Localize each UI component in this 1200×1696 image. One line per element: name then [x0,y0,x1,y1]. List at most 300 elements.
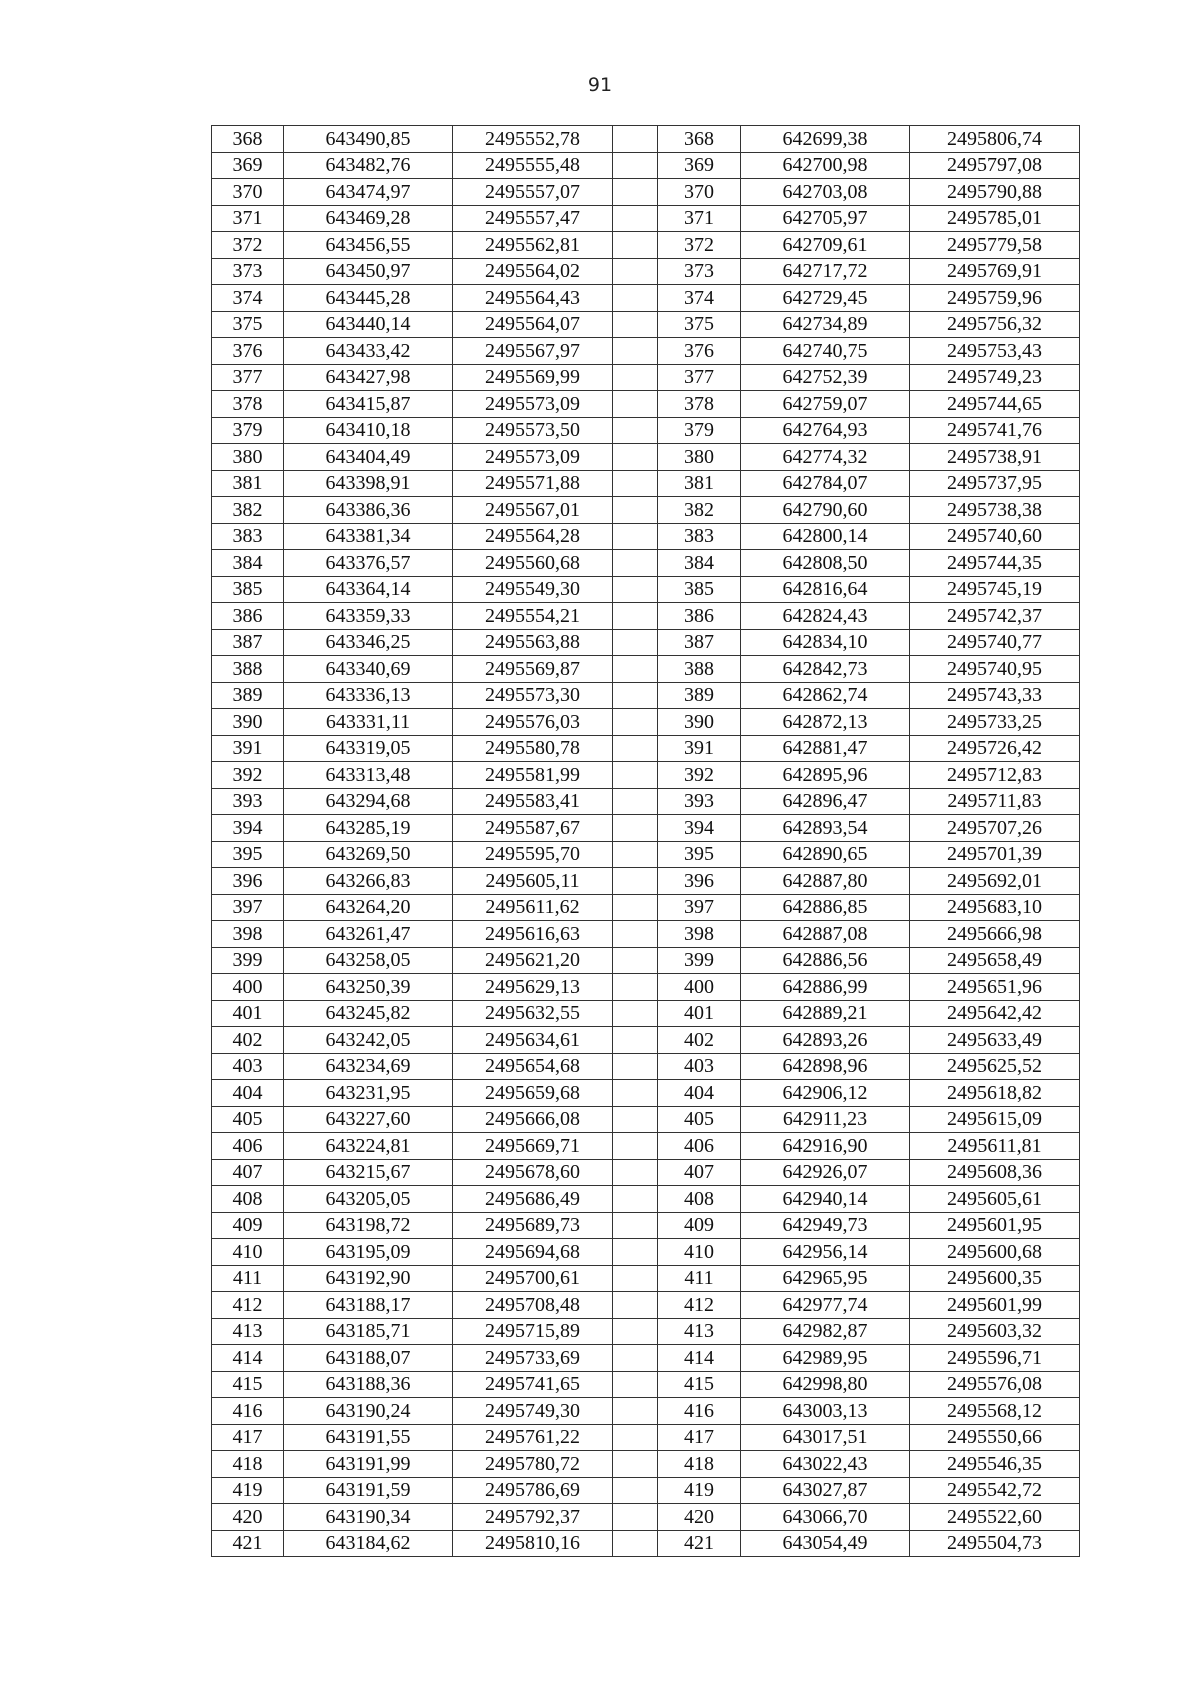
y-coordinate-cell: 2495555,48 [453,152,613,179]
empty-separator-cell [613,550,658,577]
x-coordinate-cell: 643017,51 [741,1424,910,1451]
point-number-cell: 410 [212,1239,284,1266]
point-number-cell: 389 [658,682,741,709]
x-coordinate-cell: 643359,33 [284,603,453,630]
y-coordinate-cell: 2495737,95 [910,470,1080,497]
y-coordinate-cell: 2495740,60 [910,523,1080,550]
y-coordinate-cell: 2495601,95 [910,1212,1080,1239]
table-row [212,788,1080,815]
table-row [212,444,1080,471]
table-row [212,1159,1080,1186]
x-coordinate-cell: 642834,10 [741,629,910,656]
point-number-cell: 397 [212,894,284,921]
empty-separator-cell [613,735,658,762]
coordinates-table-body [212,126,1080,1557]
empty-separator-cell [613,285,658,312]
point-number-cell: 415 [658,1371,741,1398]
x-coordinate-cell: 643231,95 [284,1080,453,1107]
point-number-cell: 405 [212,1106,284,1133]
empty-separator-cell [613,815,658,842]
point-number-cell: 408 [212,1186,284,1213]
table-row [212,656,1080,683]
y-coordinate-cell: 2495651,96 [910,974,1080,1001]
point-number-cell: 414 [212,1345,284,1372]
point-number-cell: 404 [212,1080,284,1107]
empty-separator-cell [613,1424,658,1451]
empty-separator-cell [613,921,658,948]
point-number-cell: 416 [658,1398,741,1425]
point-number-cell: 386 [212,603,284,630]
x-coordinate-cell: 643381,34 [284,523,453,550]
y-coordinate-cell: 2495749,30 [453,1398,613,1425]
empty-separator-cell [613,444,658,471]
point-number-cell: 374 [658,285,741,312]
x-coordinate-cell: 642916,90 [741,1133,910,1160]
table-row [212,179,1080,206]
y-coordinate-cell: 2495568,12 [910,1398,1080,1425]
point-number-cell: 419 [658,1477,741,1504]
empty-separator-cell [613,152,658,179]
y-coordinate-cell: 2495708,48 [453,1292,613,1319]
y-coordinate-cell: 2495542,72 [910,1477,1080,1504]
empty-separator-cell [613,1504,658,1531]
y-coordinate-cell: 2495666,98 [910,921,1080,948]
point-number-cell: 383 [658,523,741,550]
y-coordinate-cell: 2495550,66 [910,1424,1080,1451]
table-row [212,364,1080,391]
x-coordinate-cell: 642842,73 [741,656,910,683]
x-coordinate-cell: 642886,56 [741,947,910,974]
x-coordinate-cell: 642886,85 [741,894,910,921]
point-number-cell: 379 [212,417,284,444]
table-row [212,1451,1080,1478]
x-coordinate-cell: 642774,32 [741,444,910,471]
point-number-cell: 392 [658,762,741,789]
x-coordinate-cell: 643482,76 [284,152,453,179]
x-coordinate-cell: 642893,54 [741,815,910,842]
x-coordinate-cell: 642886,99 [741,974,910,1001]
x-coordinate-cell: 643215,67 [284,1159,453,1186]
y-coordinate-cell: 2495740,77 [910,629,1080,656]
x-coordinate-cell: 643198,72 [284,1212,453,1239]
x-coordinate-cell: 643294,68 [284,788,453,815]
y-coordinate-cell: 2495654,68 [453,1053,613,1080]
table-row [212,1239,1080,1266]
empty-separator-cell [613,788,658,815]
point-number-cell: 382 [212,497,284,524]
table-row [212,417,1080,444]
point-number-cell: 395 [658,841,741,868]
table-row [212,470,1080,497]
point-number-cell: 374 [212,285,284,312]
point-number-cell: 375 [212,311,284,338]
empty-separator-cell [613,629,658,656]
point-number-cell: 390 [212,709,284,736]
table-row [212,497,1080,524]
point-number-cell: 412 [658,1292,741,1319]
table-row [212,762,1080,789]
y-coordinate-cell: 2495576,08 [910,1371,1080,1398]
y-coordinate-cell: 2495744,35 [910,550,1080,577]
point-number-cell: 395 [212,841,284,868]
point-number-cell: 408 [658,1186,741,1213]
point-number-cell: 418 [658,1451,741,1478]
table-row [212,1292,1080,1319]
y-coordinate-cell: 2495616,63 [453,921,613,948]
y-coordinate-cell: 2495659,68 [453,1080,613,1107]
empty-separator-cell [613,258,658,285]
x-coordinate-cell: 642982,87 [741,1318,910,1345]
x-coordinate-cell: 643386,36 [284,497,453,524]
point-number-cell: 380 [658,444,741,471]
x-coordinate-cell: 642989,95 [741,1345,910,1372]
x-coordinate-cell: 643264,20 [284,894,453,921]
point-number-cell: 377 [658,364,741,391]
point-number-cell: 417 [212,1424,284,1451]
y-coordinate-cell: 2495642,42 [910,1000,1080,1027]
y-coordinate-cell: 2495625,52 [910,1053,1080,1080]
x-coordinate-cell: 643185,71 [284,1318,453,1345]
x-coordinate-cell: 643195,09 [284,1239,453,1266]
empty-separator-cell [613,1239,658,1266]
y-coordinate-cell: 2495546,35 [910,1451,1080,1478]
y-coordinate-cell: 2495634,61 [453,1027,613,1054]
x-coordinate-cell: 643261,47 [284,921,453,948]
y-coordinate-cell: 2495587,67 [453,815,613,842]
table-row [212,1027,1080,1054]
y-coordinate-cell: 2495810,16 [453,1530,613,1557]
x-coordinate-cell: 643191,59 [284,1477,453,1504]
table-row [212,603,1080,630]
y-coordinate-cell: 2495726,42 [910,735,1080,762]
table-row [212,735,1080,762]
y-coordinate-cell: 2495615,09 [910,1106,1080,1133]
point-number-cell: 377 [212,364,284,391]
x-coordinate-cell: 643242,05 [284,1027,453,1054]
table-row [212,974,1080,1001]
empty-separator-cell [613,1371,658,1398]
point-number-cell: 420 [658,1504,741,1531]
x-coordinate-cell: 642887,80 [741,868,910,895]
x-coordinate-cell: 642949,73 [741,1212,910,1239]
y-coordinate-cell: 2495618,82 [910,1080,1080,1107]
x-coordinate-cell: 643319,05 [284,735,453,762]
point-number-cell: 391 [658,735,741,762]
y-coordinate-cell: 2495549,30 [453,576,613,603]
x-coordinate-cell: 643190,24 [284,1398,453,1425]
y-coordinate-cell: 2495504,73 [910,1530,1080,1557]
y-coordinate-cell: 2495576,03 [453,709,613,736]
point-number-cell: 385 [658,576,741,603]
point-number-cell: 378 [212,391,284,418]
point-number-cell: 409 [212,1212,284,1239]
coordinates-table [211,125,1080,1557]
empty-separator-cell [613,656,658,683]
y-coordinate-cell: 2495571,88 [453,470,613,497]
x-coordinate-cell: 643003,13 [741,1398,910,1425]
y-coordinate-cell: 2495601,99 [910,1292,1080,1319]
x-coordinate-cell: 643346,25 [284,629,453,656]
x-coordinate-cell: 643474,97 [284,179,453,206]
table-row [212,1371,1080,1398]
point-number-cell: 381 [658,470,741,497]
table-row [212,1424,1080,1451]
point-number-cell: 378 [658,391,741,418]
x-coordinate-cell: 643027,87 [741,1477,910,1504]
point-number-cell: 417 [658,1424,741,1451]
point-number-cell: 391 [212,735,284,762]
x-coordinate-cell: 643456,55 [284,232,453,259]
y-coordinate-cell: 2495689,73 [453,1212,613,1239]
x-coordinate-cell: 643398,91 [284,470,453,497]
point-number-cell: 386 [658,603,741,630]
x-coordinate-cell: 642906,12 [741,1080,910,1107]
point-number-cell: 370 [658,179,741,206]
x-coordinate-cell: 643415,87 [284,391,453,418]
table-row [212,285,1080,312]
x-coordinate-cell: 642862,74 [741,682,910,709]
table-row [212,868,1080,895]
x-coordinate-cell: 643404,49 [284,444,453,471]
point-number-cell: 387 [658,629,741,656]
y-coordinate-cell: 2495806,74 [910,126,1080,153]
x-coordinate-cell: 642890,65 [741,841,910,868]
point-number-cell: 387 [212,629,284,656]
point-number-cell: 411 [212,1265,284,1292]
empty-separator-cell [613,205,658,232]
empty-separator-cell [613,1186,658,1213]
y-coordinate-cell: 2495669,71 [453,1133,613,1160]
empty-separator-cell [613,364,658,391]
empty-separator-cell [613,1159,658,1186]
empty-separator-cell [613,974,658,1001]
point-number-cell: 380 [212,444,284,471]
point-number-cell: 398 [658,921,741,948]
y-coordinate-cell: 2495769,91 [910,258,1080,285]
point-number-cell: 407 [658,1159,741,1186]
table-row [212,682,1080,709]
point-number-cell: 382 [658,497,741,524]
x-coordinate-cell: 642887,08 [741,921,910,948]
point-number-cell: 379 [658,417,741,444]
table-row [212,1318,1080,1345]
empty-separator-cell [613,1318,658,1345]
x-coordinate-cell: 642752,39 [741,364,910,391]
x-coordinate-cell: 643433,42 [284,338,453,365]
x-coordinate-cell: 642998,80 [741,1371,910,1398]
y-coordinate-cell: 2495738,91 [910,444,1080,471]
y-coordinate-cell: 2495749,23 [910,364,1080,391]
table-row [212,205,1080,232]
x-coordinate-cell: 643376,57 [284,550,453,577]
table-row [212,1186,1080,1213]
table-row [212,947,1080,974]
y-coordinate-cell: 2495600,35 [910,1265,1080,1292]
point-number-cell: 396 [658,868,741,895]
y-coordinate-cell: 2495596,71 [910,1345,1080,1372]
point-number-cell: 411 [658,1265,741,1292]
table-row [212,1504,1080,1531]
y-coordinate-cell: 2495567,01 [453,497,613,524]
empty-separator-cell [613,1530,658,1557]
x-coordinate-cell: 643191,99 [284,1451,453,1478]
x-coordinate-cell: 642965,95 [741,1265,910,1292]
page-number: 91 [587,74,613,96]
empty-separator-cell [613,497,658,524]
point-number-cell: 413 [212,1318,284,1345]
point-number-cell: 406 [212,1133,284,1160]
table-row [212,841,1080,868]
x-coordinate-cell: 642729,45 [741,285,910,312]
empty-separator-cell [613,1133,658,1160]
empty-separator-cell [613,1477,658,1504]
x-coordinate-cell: 643224,81 [284,1133,453,1160]
point-number-cell: 399 [658,947,741,974]
table-row [212,391,1080,418]
point-number-cell: 402 [212,1027,284,1054]
y-coordinate-cell: 2495683,10 [910,894,1080,921]
point-number-cell: 396 [212,868,284,895]
point-number-cell: 403 [212,1053,284,1080]
x-coordinate-cell: 643469,28 [284,205,453,232]
x-coordinate-cell: 643285,19 [284,815,453,842]
table-row [212,152,1080,179]
y-coordinate-cell: 2495605,11 [453,868,613,895]
empty-separator-cell [613,1292,658,1319]
empty-separator-cell [613,417,658,444]
table-row [212,311,1080,338]
y-coordinate-cell: 2495608,36 [910,1159,1080,1186]
x-coordinate-cell: 643340,69 [284,656,453,683]
x-coordinate-cell: 642872,13 [741,709,910,736]
y-coordinate-cell: 2495756,32 [910,311,1080,338]
y-coordinate-cell: 2495779,58 [910,232,1080,259]
x-coordinate-cell: 642824,43 [741,603,910,630]
y-coordinate-cell: 2495580,78 [453,735,613,762]
x-coordinate-cell: 643450,97 [284,258,453,285]
y-coordinate-cell: 2495715,89 [453,1318,613,1345]
table-row [212,576,1080,603]
point-number-cell: 420 [212,1504,284,1531]
empty-separator-cell [613,1106,658,1133]
point-number-cell: 376 [658,338,741,365]
x-coordinate-cell: 642898,96 [741,1053,910,1080]
point-number-cell: 371 [212,205,284,232]
y-coordinate-cell: 2495595,70 [453,841,613,868]
table-row [212,338,1080,365]
x-coordinate-cell: 643188,17 [284,1292,453,1319]
table-row [212,1477,1080,1504]
point-number-cell: 368 [212,126,284,153]
point-number-cell: 388 [658,656,741,683]
y-coordinate-cell: 2495745,19 [910,576,1080,603]
x-coordinate-cell: 643440,14 [284,311,453,338]
point-number-cell: 404 [658,1080,741,1107]
x-coordinate-cell: 643266,83 [284,868,453,895]
y-coordinate-cell: 2495786,69 [453,1477,613,1504]
empty-separator-cell [613,1053,658,1080]
x-coordinate-cell: 642896,47 [741,788,910,815]
x-coordinate-cell: 642816,64 [741,576,910,603]
y-coordinate-cell: 2495759,96 [910,285,1080,312]
table-row [212,1345,1080,1372]
y-coordinate-cell: 2495611,81 [910,1133,1080,1160]
point-number-cell: 381 [212,470,284,497]
y-coordinate-cell: 2495573,30 [453,682,613,709]
table-row [212,709,1080,736]
table-row [212,894,1080,921]
y-coordinate-cell: 2495678,60 [453,1159,613,1186]
empty-separator-cell [613,1345,658,1372]
x-coordinate-cell: 642700,98 [741,152,910,179]
x-coordinate-cell: 642889,21 [741,1000,910,1027]
y-coordinate-cell: 2495761,22 [453,1424,613,1451]
point-number-cell: 383 [212,523,284,550]
y-coordinate-cell: 2495753,43 [910,338,1080,365]
empty-separator-cell [613,1398,658,1425]
table-row [212,258,1080,285]
x-coordinate-cell: 642940,14 [741,1186,910,1213]
x-coordinate-cell: 642800,14 [741,523,910,550]
point-number-cell: 401 [658,1000,741,1027]
x-coordinate-cell: 643427,98 [284,364,453,391]
empty-separator-cell [613,868,658,895]
x-coordinate-cell: 643066,70 [741,1504,910,1531]
point-number-cell: 384 [212,550,284,577]
x-coordinate-cell: 643184,62 [284,1530,453,1557]
table-row [212,523,1080,550]
y-coordinate-cell: 2495632,55 [453,1000,613,1027]
point-number-cell: 376 [212,338,284,365]
x-coordinate-cell: 642790,60 [741,497,910,524]
x-coordinate-cell: 642734,89 [741,311,910,338]
y-coordinate-cell: 2495573,09 [453,444,613,471]
point-number-cell: 384 [658,550,741,577]
table-row [212,1106,1080,1133]
x-coordinate-cell: 643234,69 [284,1053,453,1080]
y-coordinate-cell: 2495790,88 [910,179,1080,206]
x-coordinate-cell: 642717,72 [741,258,910,285]
empty-separator-cell [613,1027,658,1054]
y-coordinate-cell: 2495694,68 [453,1239,613,1266]
point-number-cell: 416 [212,1398,284,1425]
y-coordinate-cell: 2495658,49 [910,947,1080,974]
y-coordinate-cell: 2495743,33 [910,682,1080,709]
point-number-cell: 410 [658,1239,741,1266]
y-coordinate-cell: 2495564,28 [453,523,613,550]
x-coordinate-cell: 642911,23 [741,1106,910,1133]
empty-separator-cell [613,762,658,789]
point-number-cell: 400 [212,974,284,1001]
x-coordinate-cell: 642699,38 [741,126,910,153]
point-number-cell: 368 [658,126,741,153]
x-coordinate-cell: 643445,28 [284,285,453,312]
y-coordinate-cell: 2495741,76 [910,417,1080,444]
table-row [212,1530,1080,1557]
y-coordinate-cell: 2495564,02 [453,258,613,285]
x-coordinate-cell: 643490,85 [284,126,453,153]
x-coordinate-cell: 643188,07 [284,1345,453,1372]
y-coordinate-cell: 2495740,95 [910,656,1080,683]
table-row [212,1053,1080,1080]
x-coordinate-cell: 642764,93 [741,417,910,444]
point-number-cell: 401 [212,1000,284,1027]
y-coordinate-cell: 2495686,49 [453,1186,613,1213]
table-row [212,1398,1080,1425]
empty-separator-cell [613,1265,658,1292]
x-coordinate-cell: 642895,96 [741,762,910,789]
y-coordinate-cell: 2495742,37 [910,603,1080,630]
